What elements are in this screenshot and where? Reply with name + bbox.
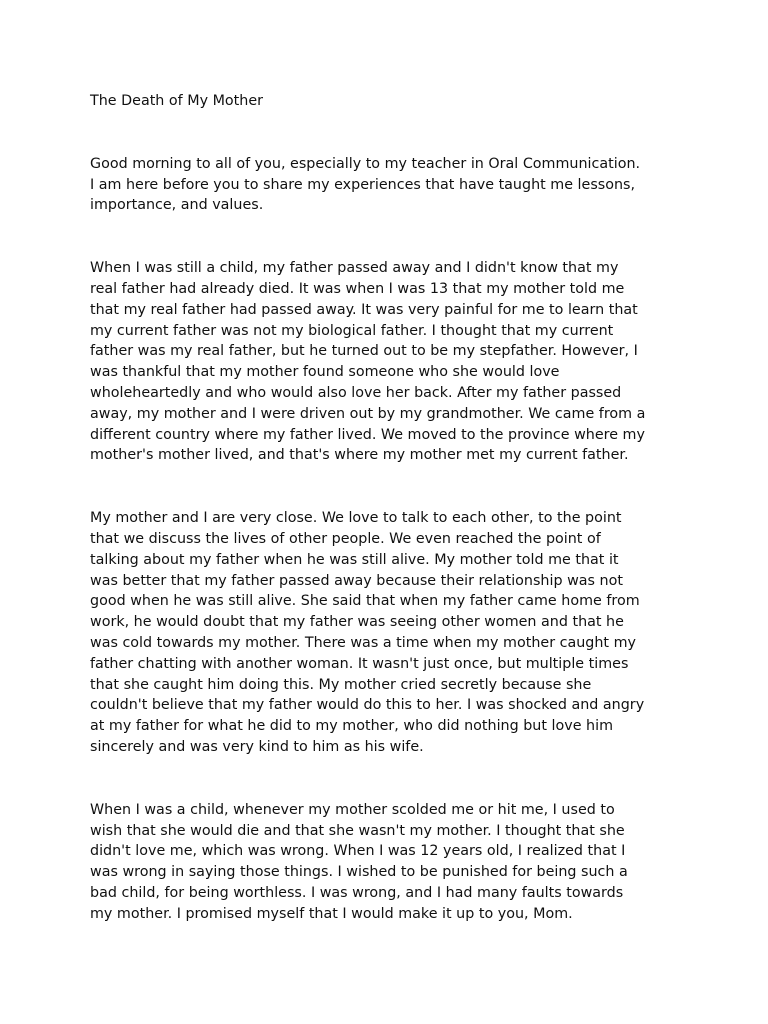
text-line: wholeheartedly and who would also love her back. After my father passed (90, 384, 622, 401)
text-line: was better that my father passed away because their relationship was not (90, 572, 623, 589)
text-line: wish that she would die and that she wasn't my mother. I thought that she (90, 822, 625, 839)
text-line: bad child, for being worthless. I was wrong, and I had many faults towards (90, 884, 624, 901)
text-line: Good morning to all of you, especially to my teacher in Oral Communication. (90, 155, 641, 172)
paragraph-childhood (90, 800, 680, 925)
text-line: at my father for what he did to my mother, who did nothing but love him (90, 718, 614, 735)
paragraph-introduction (90, 154, 680, 216)
text-line: couldn't believe that my father would do this to her. I was shocked and angry (90, 697, 645, 714)
text-line: sincerely and was very kind to him as his wife. (90, 738, 424, 755)
text-line: that we discuss the lives of other people. We even reached the point of (90, 530, 601, 547)
text-line: work, he would doubt that my father was seeing other women and that he (90, 614, 624, 631)
document-title: The Death of My Mother (90, 93, 264, 109)
paragraph-mother-relationship (90, 508, 680, 758)
text-line: different country where my father lived. We moved to the province where my (90, 426, 645, 443)
text-line: was cold towards my mother. There was a time when my mother caught my (90, 634, 636, 651)
text-line: mother's mother lived, and that's where my mother met my current father. (90, 447, 629, 464)
text-line: talking about my father when he was still alive. My mother told me that it (90, 551, 619, 568)
text-line: importance, and values. (90, 197, 264, 214)
text-line: real father had already died. It was when I was 13 that my mother told me (90, 280, 625, 297)
text-line: When I was a child, whenever my mother scolded me or hit me, I used to (90, 801, 615, 818)
text-line: father was my real father, but he turned out to be my stepfather. However, I (90, 343, 638, 360)
paragraph-father (90, 258, 680, 466)
text-line: My mother and I are very close. We love to talk to each other, to the point (90, 510, 622, 527)
text-line: good when he was still alive. She said that when my father came home from (90, 593, 640, 610)
text-line: away, my mother and I were driven out by my grandmother. We came from a (90, 405, 646, 422)
text-line: that she caught him doing this. My mother cried secretly because she (90, 676, 592, 693)
text-line: was thankful that my mother found someone who she would love (90, 364, 560, 381)
document-page (90, 91, 680, 967)
text-line: didn't love me, which was wrong. When I was 12 years old, I realized that I (90, 843, 626, 860)
text-line: my mother. I promised myself that I would make it up to you, Mom. (90, 905, 573, 922)
text-line: my current father was not my biological father. I thought that my current (90, 322, 614, 339)
text-line: was wrong in saying those things. I wished to be punished for being such a (90, 864, 628, 881)
text-line: When I was still a child, my father passed away and I didn't know that my (90, 260, 619, 277)
text-line: father chatting with another woman. It wasn't just once, but multiple times (90, 655, 629, 672)
text-line: that my real father had passed away. It was very painful for me to learn that (90, 301, 638, 318)
text-line: I am here before you to share my experiences that have taught me lessons, (90, 176, 636, 193)
